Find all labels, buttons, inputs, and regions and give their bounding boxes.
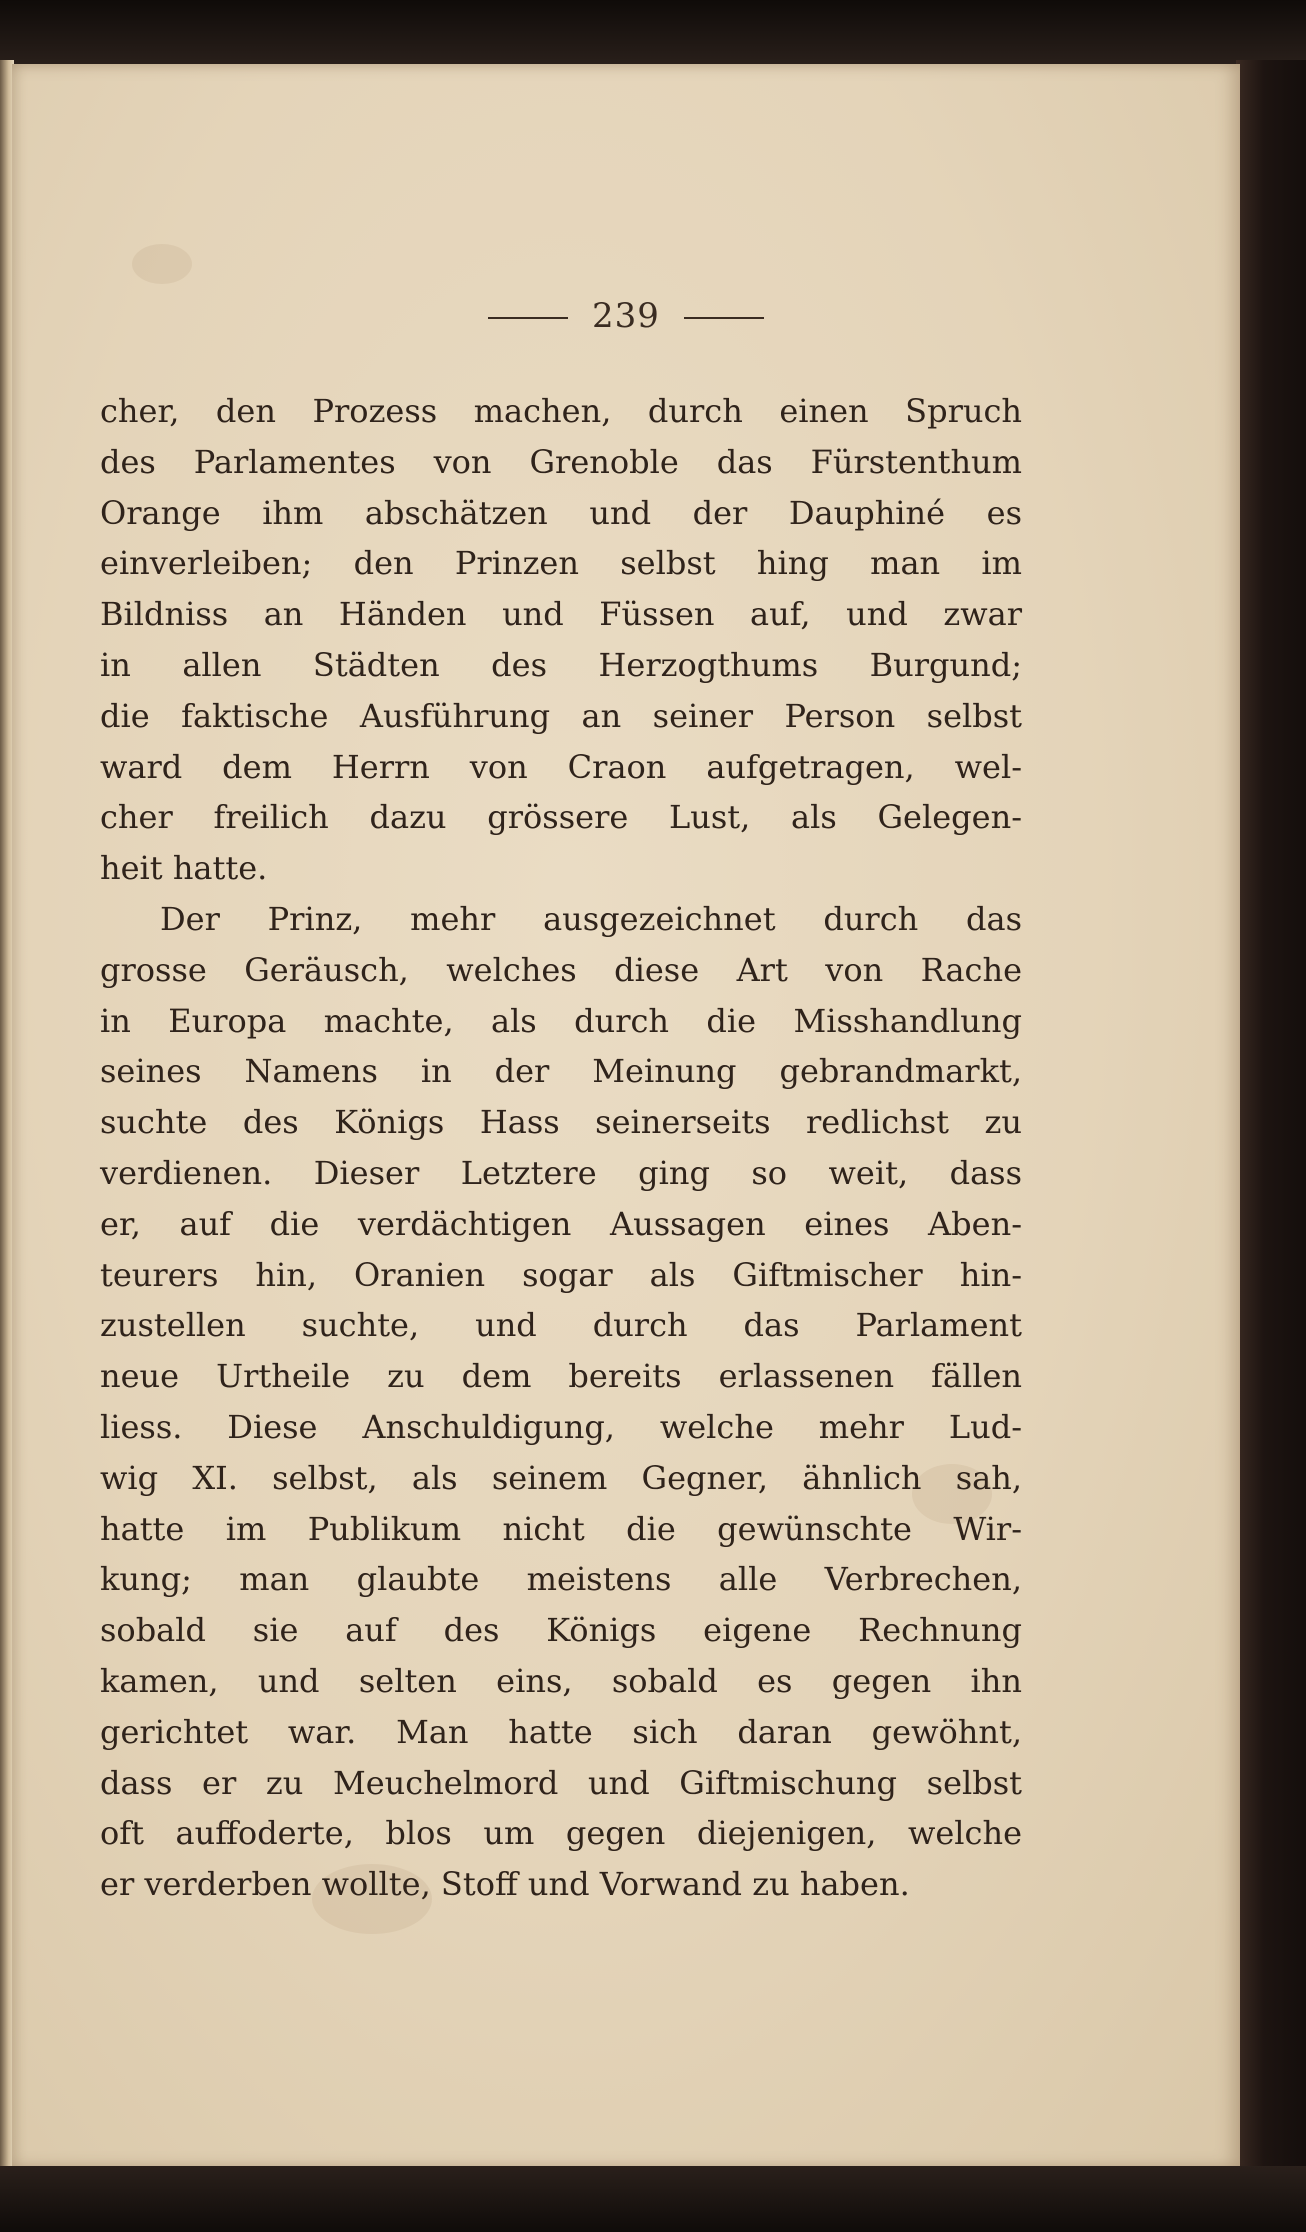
paper-stain [132, 244, 192, 284]
text-line: heit hatte. [100, 849, 268, 888]
page-number-value: 239 [592, 296, 660, 336]
text-line: suchte des Königs Hass seinerseits redlichst zu [100, 1103, 1022, 1142]
scan-top-edge [0, 0, 1306, 68]
text-line: seines Namens in der Meinung gebrandmarkt, [100, 1052, 1022, 1091]
text-line: sobald sie auf des Königs eigene Rechnung [100, 1611, 1022, 1650]
scan-bottom-edge [0, 2166, 1306, 2232]
text-line: kung; man glaubte meistens alle Verbrechen, [100, 1560, 1022, 1599]
page-number [12, 296, 1240, 336]
text-line: des Parlamentes von Grenoble das Fürstenthum [100, 442, 1022, 481]
text-line: die faktische Ausführung an seiner Person selbst [100, 696, 1022, 735]
text-line: zustellen suchte, und durch das Parlament [100, 1306, 1022, 1345]
text-line: liess. Diese Anschuldigung, welche mehr Lud- [100, 1407, 1022, 1446]
text-line: in Europa machte, als durch die Misshandlung [100, 1001, 1022, 1040]
dash-right [684, 317, 764, 319]
text-line: wig XI. selbst, als seinem Gegner, ähnlich sah, [100, 1458, 1022, 1497]
paper-page [12, 64, 1240, 2168]
text-line: Der Prinz, mehr ausgezeichnet durch das [160, 899, 1022, 938]
book-cover-edge [1236, 60, 1306, 2232]
text-line: grosse Geräusch, welches diese Art von Rache [100, 950, 1022, 989]
text-line: teurers hin, Oranien sogar als Giftmischer hin- [100, 1255, 1022, 1294]
dash-left [488, 317, 568, 319]
text-line: verdienen. Dieser Letztere ging so weit, dass [100, 1153, 1022, 1192]
text-line: Bildniss an Händen und Füssen auf, und zwar [100, 595, 1022, 634]
text-line: cher freilich dazu grössere Lust, als Gelegen- [100, 798, 1022, 837]
text-line: er verderben wollte, Stoff und Vorwand zu haben. [100, 1865, 910, 1904]
text-line: gerichtet war. Man hatte sich daran gewöhnt, [100, 1712, 1022, 1751]
text-line: einverleiben; den Prinzen selbst hing man im [100, 544, 1022, 583]
body-text [100, 386, 1022, 1910]
text-line: dass er zu Meuchelmord und Giftmischung selbst [100, 1763, 1022, 1802]
text-line: oft auffoderte, blos um gegen diejenigen, welche [100, 1814, 1022, 1853]
text-line: ward dem Herrn von Craon aufgetragen, wel- [100, 747, 1022, 786]
text-line: cher, den Prozess machen, durch einen Spruch [100, 392, 1022, 430]
text-line: er, auf die verdächtigen Aussagen eines Aben- [100, 1204, 1022, 1243]
text-line: hatte im Publikum nicht die gewünschte Wir- [100, 1509, 1022, 1548]
text-line: kamen, und selten eins, sobald es gegen ihn [100, 1661, 1022, 1700]
text-line: in allen Städten des Herzogthums Burgund; [100, 645, 1022, 684]
text-line: neue Urtheile zu dem bereits erlassenen fällen [100, 1357, 1022, 1396]
text-line: Orange ihm abschätzen und der Dauphiné es [100, 493, 1022, 532]
